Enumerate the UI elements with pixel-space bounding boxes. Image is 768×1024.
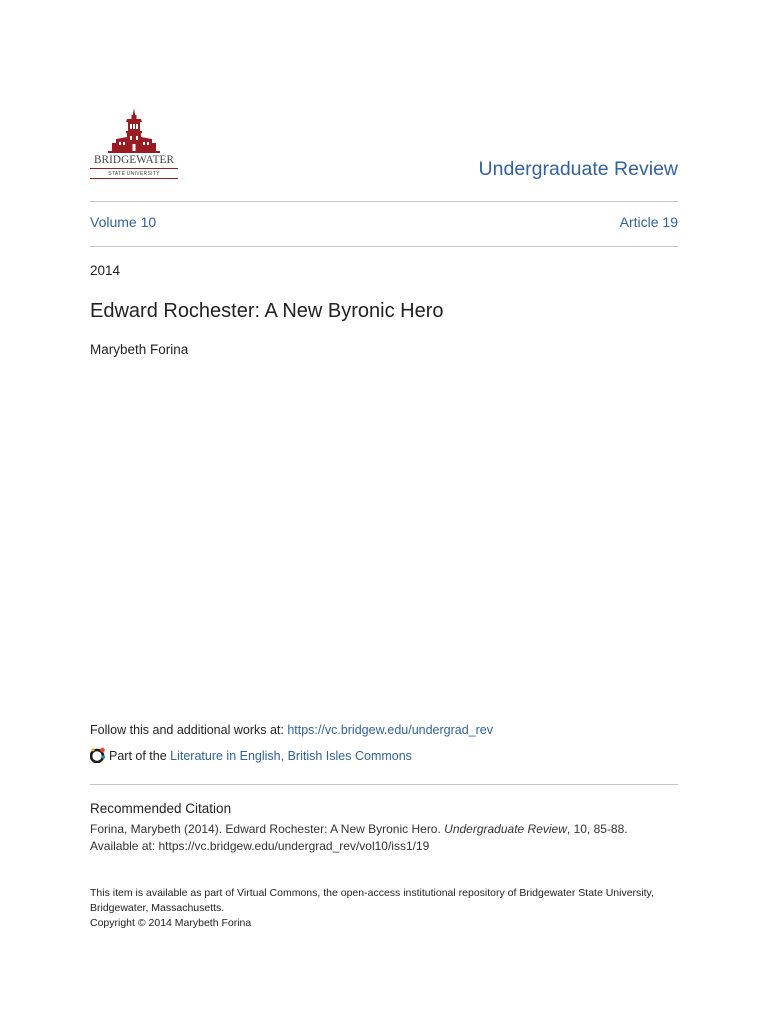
commons-link[interactable]: Literature in English, British Isles Commons [170,749,412,763]
citation-text-after: , 10, 85-88. [566,822,628,836]
follow-line [90,723,493,737]
issue-row [90,214,678,234]
bridgewater-logo[interactable] [90,107,178,181]
publication-year: 2014 [90,263,121,278]
divider-issue [90,246,678,247]
follow-prefix: Follow this and additional works at: [90,723,288,737]
citation-available: Available at: https://vc.bridgew.edu/undergrad_rev/vol10/iss1/19 [90,839,430,853]
logo-subtitle: STATE UNIVERSITY [108,171,160,177]
tower-icon [90,107,178,155]
citation-journal: Undergraduate Review [444,822,567,836]
divider-top [90,201,678,202]
volume-link[interactable]: Volume 10 [90,214,157,230]
footer-copyright: Copyright © 2014 Marybeth Forina [90,917,252,929]
article-author: Marybeth Forina [90,342,189,357]
citation-heading: Recommended Citation [90,801,232,816]
article-link[interactable]: Article 19 [619,214,678,230]
logo-wordmark: BRIDGEWATER [93,154,175,166]
part-of-prefix: Part of the [109,749,171,763]
commons-network-icon [90,747,106,766]
logo-rule-bottom [90,178,178,179]
journal-title-link[interactable]: Undergraduate Review [478,158,678,180]
repository-footer [90,886,678,931]
cover-page [90,0,678,1024]
part-of-line [90,747,412,766]
follow-url-link[interactable]: https://vc.bridgew.edu/undergrad_rev [287,723,494,737]
article-title: Edward Rochester: A New Byronic Hero [90,300,444,322]
citation-text-before: Forina, Marybeth (2014). Edward Rochester: A New Byronic Hero. [90,822,445,836]
footer-notice: This item is available as part of Virtual Commons, the open-access institutional repository of Bridgewater State University, Bridgewater, Massachusetts. [90,887,654,914]
citation-body [90,821,678,855]
logo-rule-top [90,168,178,169]
divider-citation [90,784,678,785]
